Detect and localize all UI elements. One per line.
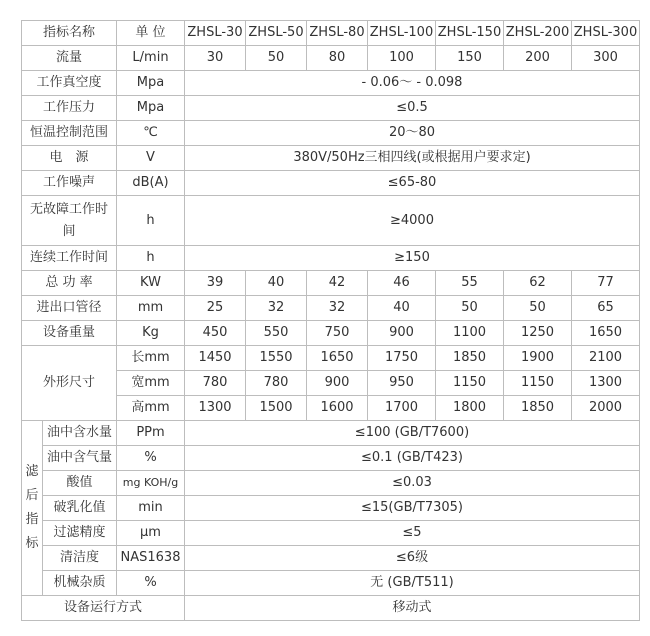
row-value: 42 [307, 271, 368, 296]
row-value: ≤15(GB/T7305) [185, 496, 640, 521]
row-unit: L/min [117, 46, 185, 71]
row-value: 1650 [572, 321, 640, 346]
row-filtered-water [22, 421, 640, 446]
row-value: 32 [307, 296, 368, 321]
row-value: - 0.06～ - 0.098 [185, 71, 640, 96]
row-unit: 宽mm [117, 371, 185, 396]
row-value: 20～80 [185, 121, 640, 146]
row-value: 50 [504, 296, 572, 321]
row-value: 1250 [504, 321, 572, 346]
header-model: ZHSL-80 [307, 21, 368, 46]
row-value: 780 [246, 371, 307, 396]
row-value: 900 [307, 371, 368, 396]
row-label: 设备运行方式 [22, 596, 185, 621]
row-value: 40 [246, 271, 307, 296]
row-value: ≤0.1 (GB/T423) [185, 446, 640, 471]
row-label: 工作噪声 [22, 171, 117, 196]
row-value: 450 [185, 321, 246, 346]
row-value: 200 [504, 46, 572, 71]
row-label: 无故障工作时间 [22, 196, 117, 246]
row-weight [22, 321, 640, 346]
row-unit: KW [117, 271, 185, 296]
spec-table-container [21, 20, 640, 621]
row-label: 清洁度 [43, 546, 117, 571]
row-filtered-impurities [22, 571, 640, 596]
row-value: 550 [246, 321, 307, 346]
header-model: ZHSL-150 [436, 21, 504, 46]
row-value: 40 [368, 296, 436, 321]
spec-table [21, 20, 640, 621]
row-operation [22, 596, 640, 621]
row-label: 油中含水量 [43, 421, 117, 446]
row-value: 77 [572, 271, 640, 296]
row-value: ≤0.5 [185, 96, 640, 121]
row-label: 酸值 [43, 471, 117, 496]
header-model: ZHSL-300 [572, 21, 640, 46]
row-unit: mm [117, 296, 185, 321]
row-value: 1100 [436, 321, 504, 346]
row-value: 55 [436, 271, 504, 296]
row-vacuum [22, 71, 640, 96]
row-value: 1500 [246, 396, 307, 421]
row-value: ≤100 (GB/T7600) [185, 421, 640, 446]
row-value: 50 [436, 296, 504, 321]
row-value: 750 [307, 321, 368, 346]
row-value: 1700 [368, 396, 436, 421]
row-label: 工作真空度 [22, 71, 117, 96]
row-label: 破乳化值 [43, 496, 117, 521]
row-value: 2100 [572, 346, 640, 371]
row-unit: μm [117, 521, 185, 546]
row-label: 恒温控制范围 [22, 121, 117, 146]
row-value: 1600 [307, 396, 368, 421]
row-value: 无 (GB/T511) [185, 571, 640, 596]
row-unit: % [117, 571, 185, 596]
row-label: 工作压力 [22, 96, 117, 121]
row-value: 1150 [436, 371, 504, 396]
row-unit: mg KOH/g [117, 471, 185, 496]
row-value: 32 [246, 296, 307, 321]
row-value: 移动式 [185, 596, 640, 621]
row-value: 1550 [246, 346, 307, 371]
header-model: ZHSL-200 [504, 21, 572, 46]
row-value: 380V/50Hz三相四线(或根据用户要求定) [185, 146, 640, 171]
row-value: 1300 [572, 371, 640, 396]
row-label: 电 源 [22, 146, 117, 171]
row-value: 2000 [572, 396, 640, 421]
row-unit: Mpa [117, 71, 185, 96]
row-unit: 长mm [117, 346, 185, 371]
row-value: 1800 [436, 396, 504, 421]
row-pipe [22, 296, 640, 321]
filtered-group-char: 后 [25, 488, 39, 503]
row-value: ≤0.03 [185, 471, 640, 496]
row-dim-length [22, 346, 640, 371]
row-unit: min [117, 496, 185, 521]
header-name: 指标名称 [22, 21, 117, 46]
row-value: 780 [185, 371, 246, 396]
row-flow [22, 46, 640, 71]
row-value: 80 [307, 46, 368, 71]
row-value: ≤65-80 [185, 171, 640, 196]
row-pressure [22, 96, 640, 121]
filtered-group-label [22, 421, 43, 596]
row-label: 总 功 率 [22, 271, 117, 296]
row-value: 1300 [185, 396, 246, 421]
row-label: 设备重量 [22, 321, 117, 346]
row-label: 过滤精度 [43, 521, 117, 546]
row-label: 流量 [22, 46, 117, 71]
row-value: ≥4000 [185, 196, 640, 246]
row-value: 300 [572, 46, 640, 71]
row-unit: h [117, 246, 185, 271]
row-value: 150 [436, 46, 504, 71]
row-power-supply [22, 146, 640, 171]
filtered-group-char: 指 [25, 512, 39, 527]
row-value: 1850 [436, 346, 504, 371]
row-value: 1750 [368, 346, 436, 371]
filtered-group-char: 标 [25, 536, 39, 551]
row-value: ≥150 [185, 246, 640, 271]
row-value: 39 [185, 271, 246, 296]
header-model: ZHSL-50 [246, 21, 307, 46]
filtered-group-char: 滤 [25, 464, 39, 479]
row-unit: dB(A) [117, 171, 185, 196]
row-unit: Mpa [117, 96, 185, 121]
row-value: 25 [185, 296, 246, 321]
row-mtbf [22, 196, 640, 246]
row-temp [22, 121, 640, 146]
row-value: 50 [246, 46, 307, 71]
row-label: 机械杂质 [43, 571, 117, 596]
row-value: 1850 [504, 396, 572, 421]
row-continuous [22, 246, 640, 271]
row-value: 65 [572, 296, 640, 321]
row-unit: % [117, 446, 185, 471]
row-label: 油中含气量 [43, 446, 117, 471]
row-unit: h [117, 196, 185, 246]
row-value: 46 [368, 271, 436, 296]
row-value: 30 [185, 46, 246, 71]
row-total-power [22, 271, 640, 296]
row-value: 100 [368, 46, 436, 71]
row-unit: Kg [117, 321, 185, 346]
header-model: ZHSL-30 [185, 21, 246, 46]
row-label: 进出口管径 [22, 296, 117, 321]
row-unit: 高mm [117, 396, 185, 421]
row-value: 62 [504, 271, 572, 296]
row-label: 连续工作时间 [22, 246, 117, 271]
row-value: 900 [368, 321, 436, 346]
row-unit: V [117, 146, 185, 171]
row-filtered-cleanliness [22, 546, 640, 571]
row-unit: ℃ [117, 121, 185, 146]
row-value: 950 [368, 371, 436, 396]
row-filtered-precision [22, 521, 640, 546]
header-unit: 单 位 [117, 21, 185, 46]
dimensions-label: 外形尺寸 [22, 346, 117, 421]
header-model: ZHSL-100 [368, 21, 436, 46]
row-value: ≤5 [185, 521, 640, 546]
row-value: 1450 [185, 346, 246, 371]
row-filtered-acid [22, 471, 640, 496]
row-value: 1900 [504, 346, 572, 371]
row-filtered-demulsify [22, 496, 640, 521]
row-noise [22, 171, 640, 196]
row-unit: PPm [117, 421, 185, 446]
header-row [22, 21, 640, 46]
row-unit: NAS1638 [117, 546, 185, 571]
row-value: 1650 [307, 346, 368, 371]
row-value: 1150 [504, 371, 572, 396]
row-value: ≤6级 [185, 546, 640, 571]
row-filtered-gas [22, 446, 640, 471]
